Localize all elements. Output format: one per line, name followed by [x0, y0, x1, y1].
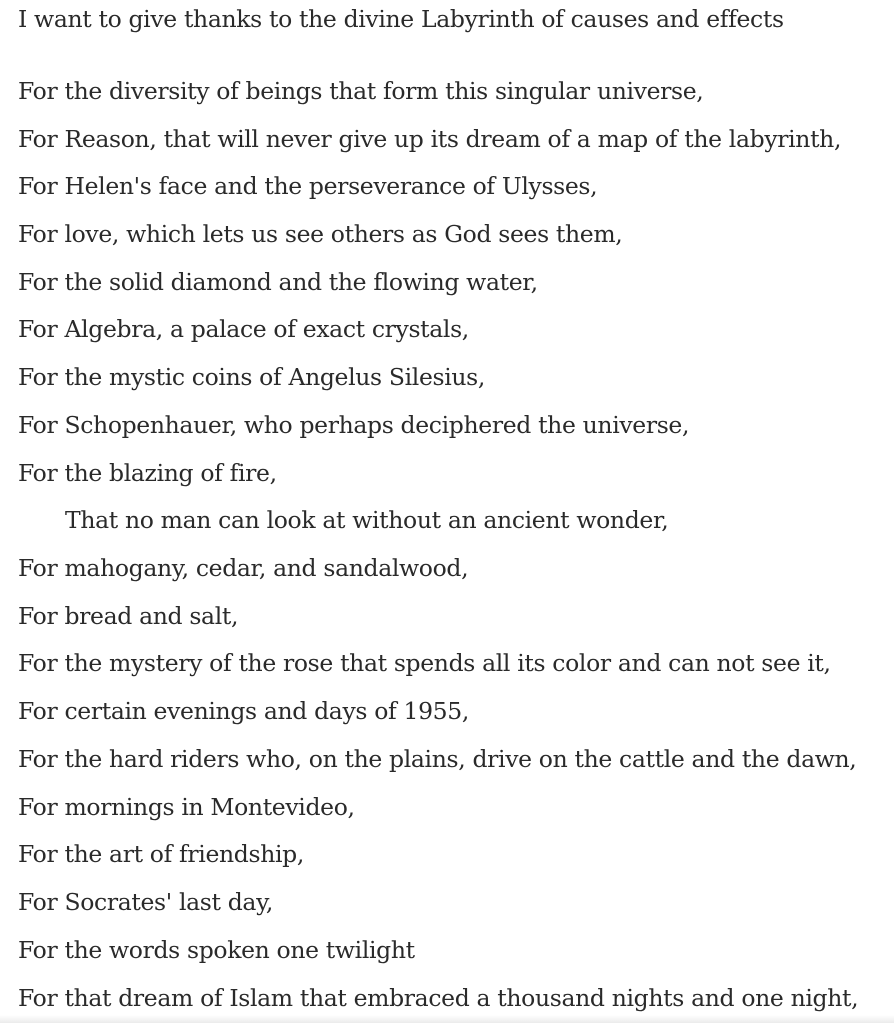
poem-line-indented: That no man can look at without an ancient wonder,: [65, 506, 669, 534]
poem-line: For that dream of Islam that embraced a thousand nights and one night,: [18, 984, 859, 1012]
poem-line: For the art of friendship,: [18, 840, 304, 868]
poem-line: For the solid diamond and the flowing water,: [18, 268, 538, 296]
poem-line: For mornings in Montevideo,: [18, 793, 355, 821]
poem-line: For the words spoken one twilight: [18, 936, 415, 964]
poem-line: For the blazing of fire,: [18, 459, 277, 487]
poem-opening-line: I want to give thanks to the divine Labyrinth of causes and effects: [18, 5, 784, 33]
poem-line: For the mystic coins of Angelus Silesius,: [18, 363, 486, 391]
poem-line: For mahogany, cedar, and sandalwood,: [18, 554, 469, 582]
poem-line: For the diversity of beings that form this singular universe,: [18, 77, 704, 105]
poem-line: For certain evenings and days of 1955,: [18, 697, 470, 725]
poem-line: For the mystery of the rose that spends all its color and can not see it,: [18, 649, 831, 677]
poem-line: For Helen's face and the perseverance of Ulysses,: [18, 172, 598, 200]
poem-line: For the hard riders who, on the plains, drive on the cattle and the dawn,: [18, 745, 857, 773]
poem-line: For love, which lets us see others as God sees them,: [18, 220, 623, 248]
poem-line: For Reason, that will never give up its dream of a map of the labyrinth,: [18, 125, 842, 153]
poem-line: For Schopenhauer, who perhaps deciphered the universe,: [18, 411, 690, 439]
poem-line: For bread and salt,: [18, 602, 239, 630]
poem-line: For Algebra, a palace of exact crystals,: [18, 315, 469, 343]
bottom-edge-shadow: [0, 1015, 894, 1023]
poem-line: For Socrates' last day,: [18, 888, 273, 916]
